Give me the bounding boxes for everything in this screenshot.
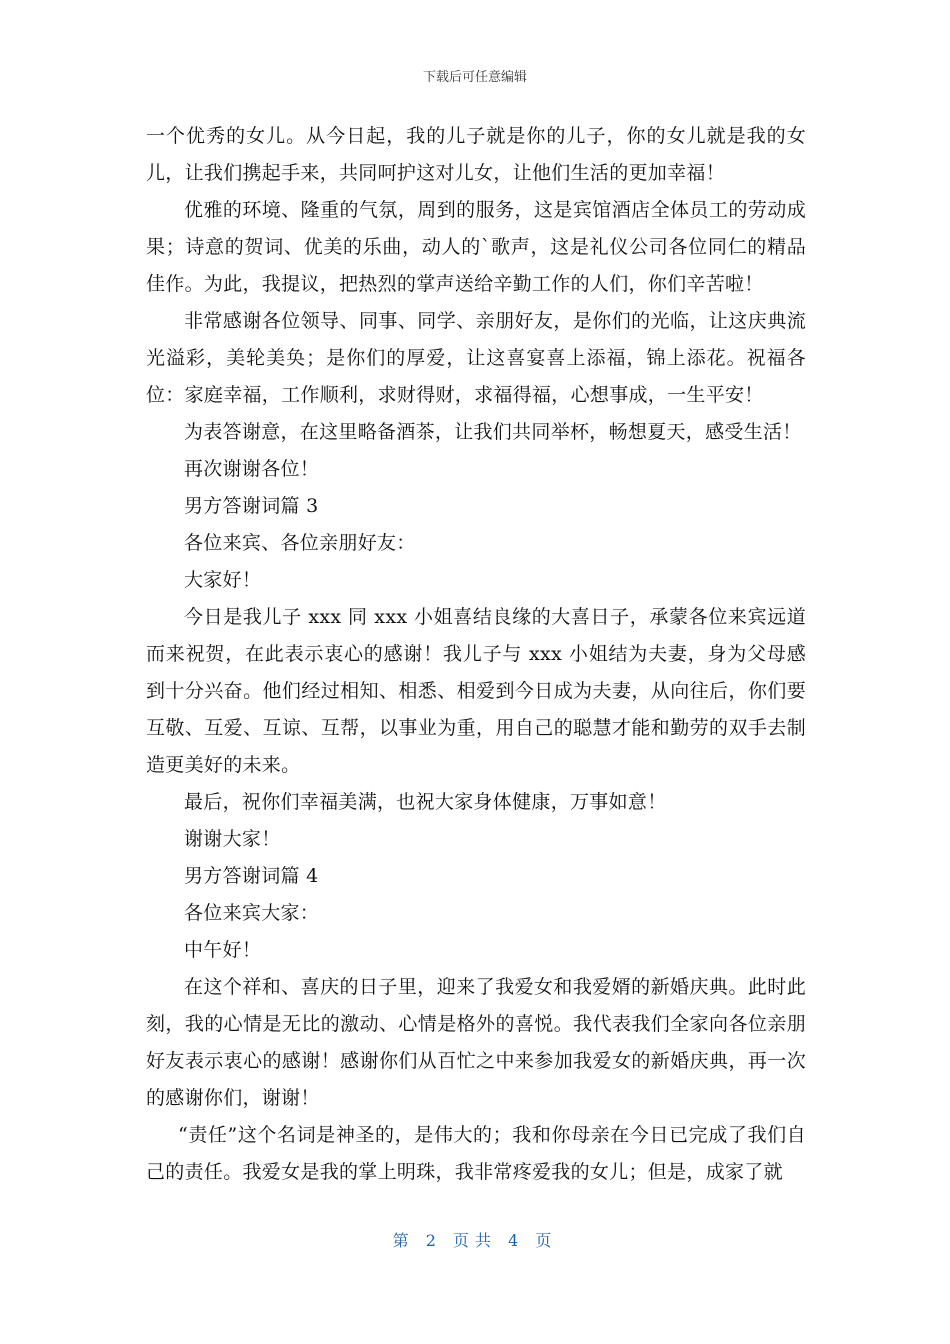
section-heading-3: 男方答谢词篇 3 <box>184 495 319 517</box>
paragraph-3: 非常感谢各位领导、同事、同学、亲朋好友，是你们的光临，让这庆典流光溢彩，美轮美奂；是你们的厚爱，让这喜宴喜上添福，锦上添花。祝福各位：家庭幸福，工作顺利，求财得财，求福得福，心想事成，一生平安！ <box>146 310 806 406</box>
greeting-3: 大家好！ <box>184 569 262 591</box>
paragraph-10: 最后，祝你们幸福美满，也祝大家身体健康，万事如意！ <box>184 791 667 813</box>
greeting-4: 中午好！ <box>184 939 262 961</box>
paragraph-9: 今日是我儿子 xxx 同 xxx 小姐喜结良缘的大喜日子，承蒙各位来宾远道而来祝贺，在此表示衷心的感谢！我儿子与 xxx 小姐结为夫妻，身为父母感到十分兴奋。他们经过相知、相悉、相爱到今日成为夫妻，从向往后，你们要互敬、互爱、互谅、互帮，以事业为重，用自己的聪慧才能和勤劳的双手去制造更美好的未来。 <box>146 606 806 776</box>
page-header: 下载后可任意编辑 <box>422 70 527 85</box>
paragraph-4: 为表答谢意，在这里略备酒茶，让我们共同举杯，畅想夏天，感受生活！ <box>184 421 802 443</box>
document-body <box>146 118 806 1191</box>
paragraph-15: 在这个祥和、喜庆的日子里，迎来了我爱女和我爱婿的新婚庆典。此时此刻，我的心情是无比的激动、心情是格外的喜悦。我代表我们全家向各位亲朋好友表示衷心的感谢！感谢你们从百忙之中来参加我爱女的新婚庆典，再一次的感谢你们，谢谢！ <box>146 976 806 1109</box>
paragraph-1: 一个优秀的女儿。从今日起，我的儿子就是你的儿子，你的女儿就是我的女儿，让我们携起手来，共同呵护这对儿女，让他们生活的更加幸福！ <box>146 125 806 184</box>
paragraph-5: 再次谢谢各位！ <box>184 458 320 480</box>
page-number: 第 2 页共 4 页 <box>392 1231 558 1250</box>
salutation-4: 各位来宾大家： <box>184 902 320 924</box>
section-heading-4: 男方答谢词篇 4 <box>184 865 319 887</box>
paragraph-2: 优雅的环境、隆重的气氛，周到的服务，这是宾馆酒店全体员工的劳动成果；诗意的贺词、优美的乐曲，动人的`歌声，这是礼仪公司各位同仁的精品佳作。为此，我提议，把热烈的掌声送给辛勤工作的人们，你们辛苦啦！ <box>146 199 806 295</box>
salutation-3: 各位来宾、各位亲朋好友： <box>184 532 416 554</box>
paragraph-16: “责任”这个名词是神圣的，是伟大的；我和你母亲在今日已完成了我们自己的责任。我爱女是我的掌上明珠，我非常疼爱我的女儿；但是，成家了就 <box>146 1124 806 1183</box>
thanks-3: 谢谢大家！ <box>184 828 281 850</box>
